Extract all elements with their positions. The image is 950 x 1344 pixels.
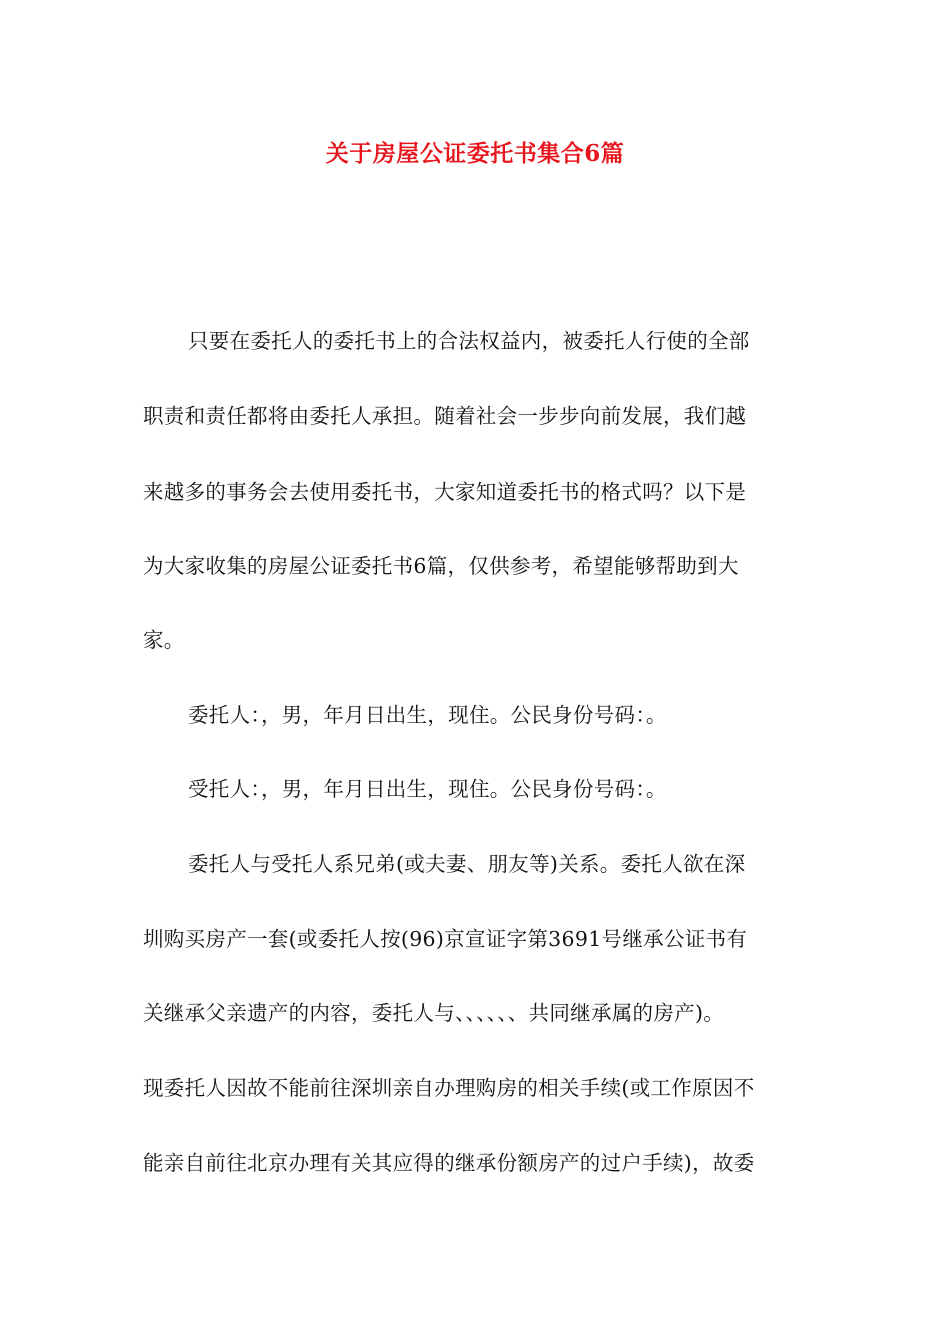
paragraph-line: 职责和责任都将由委托人承担。随着社会一步步向前发展，我们越 — [143, 404, 747, 428]
paragraph-line: 关继承父亲遗产的内容，委托人与、、、、、、共同继承属的房产)。 — [143, 1001, 725, 1025]
paragraph-line: 现委托人因故不能前往深圳亲自办理购房的相关手续(或工作原因不 — [143, 1076, 755, 1100]
document-title: 关于房屋公证委托书集合6篇 — [325, 140, 625, 167]
paragraph-line: 委托人与受托人系兄弟(或夫妻、朋友等)关系。委托人欲在深 — [188, 852, 746, 876]
paragraph-line: 家。 — [143, 628, 185, 652]
paragraph-line: 委托人：，男，年月日出生，现住。公民身份号码：。 — [188, 703, 667, 727]
paragraph-line: 为大家收集的房屋公证委托书6篇，仅供参考，希望能够帮助到大 — [143, 554, 739, 578]
paragraph-line: 只要在委托人的委托书上的合法权益内，被委托人行使的全部 — [188, 329, 750, 353]
paragraph-line: 能亲自前往北京办理有关其应得的继承份额房产的过户手续)，故委 — [143, 1151, 755, 1175]
paragraph-line: 受托人：，男，年月日出生，现住。公民身份号码：。 — [188, 777, 667, 801]
paragraph-line: 来越多的事务会去使用委托书，大家知道委托书的格式吗？以下是 — [143, 480, 747, 504]
paragraph-line: 圳购买房产一套(或委托人按(96)京宣证字第3691号继承公证书有 — [143, 927, 748, 951]
